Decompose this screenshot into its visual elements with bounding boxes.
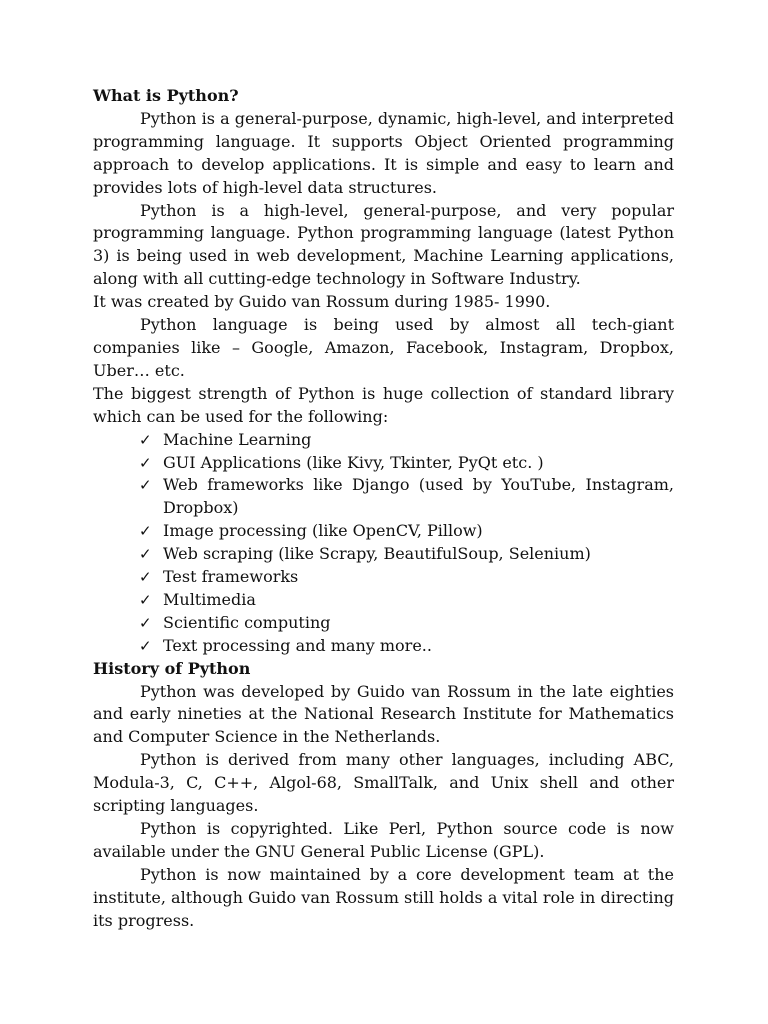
- checkmark-icon: ✓: [139, 522, 152, 541]
- list-item: [93, 543, 674, 566]
- paragraph: Python language is being used by almost all tech-giant companies like – Google, Amazon, Facebook, Instagram, Dropbox, Uber… etc.: [93, 315, 674, 380]
- list-item: [93, 520, 674, 543]
- checkmark-icon: ✓: [139, 636, 152, 655]
- paragraph: Python is a high-level, general-purpose, and very popular programming language. Python programming language (latest Python 3) is being used in web development, Machine Learning applications, along with all cutting-edge technology in Software Industry.: [93, 200, 674, 289]
- paragraph: Python is copyrighted. Like Perl, Python source code is now available under the GNU General Public License (GPL).: [93, 819, 674, 861]
- list-item-text: Test frameworks: [163, 567, 299, 587]
- feature-list: [93, 429, 674, 658]
- section-heading-what-is-python: What is Python?: [93, 86, 239, 105]
- paragraph: Python was developed by Guido van Rossum in the late eighties and early nineties at the National Research Institute for Mathematics and Computer Science in the Netherlands.: [93, 681, 674, 747]
- list-item: [93, 474, 674, 520]
- list-item-text: Web scraping (like Scrapy, BeautifulSoup, Selenium): [163, 544, 591, 564]
- checkmark-icon: ✓: [139, 613, 152, 632]
- section-heading-history-of-python: History of Python: [93, 658, 251, 678]
- paragraph: It was created by Guido van Rossum during 1985- 1990.: [93, 292, 551, 312]
- list-item-text: Image processing (like OpenCV, Pillow): [163, 521, 483, 541]
- list-item-text: Text processing and many more..: [163, 635, 432, 655]
- checkmark-icon: ✓: [139, 453, 152, 472]
- list-item: [93, 589, 674, 612]
- list-item: [93, 429, 674, 452]
- list-item-text: Machine Learning: [163, 429, 312, 449]
- checkmark-icon: ✓: [139, 568, 152, 587]
- list-item: [93, 566, 674, 589]
- paragraph: Python is derived from many other languages, including ABC, Modula-3, C, C++, Algol-68, SmallTalk, and Unix shell and other scripting languages.: [93, 750, 674, 816]
- list-item: [93, 452, 674, 475]
- list-item-text: Web frameworks like Django (used by YouTube, Instagram, Dropbox): [163, 475, 674, 518]
- paragraph: Python is a general-purpose, dynamic, high-level, and interpreted programming language. It supports Object Oriented programming approach to develop applications. It is simple and easy to learn and provides lots of high-level data structures.: [93, 108, 674, 197]
- checkmark-icon: ✓: [139, 476, 152, 495]
- list-item: [93, 635, 674, 658]
- list-item: [93, 612, 674, 635]
- checkmark-icon: ✓: [139, 590, 152, 609]
- paragraph: Python is now maintained by a core development team at the institute, although Guido van Rossum still holds a vital role in directing its progress.: [93, 864, 674, 930]
- list-item-text: GUI Applications (like Kivy, Tkinter, PyQt etc. ): [163, 452, 544, 472]
- paragraph: The biggest strength of Python is huge collection of standard library which can be used for the following:: [93, 383, 674, 426]
- list-item-text: Multimedia: [163, 589, 256, 609]
- checkmark-icon: ✓: [139, 430, 152, 449]
- list-item-text: Scientific computing: [163, 612, 331, 632]
- document-page: [93, 85, 674, 933]
- checkmark-icon: ✓: [139, 545, 152, 564]
